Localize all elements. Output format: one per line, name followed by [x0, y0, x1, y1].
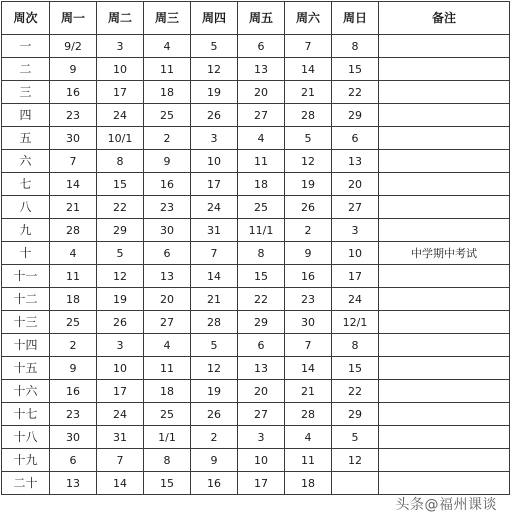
date-cell: 18: [144, 81, 191, 104]
note-cell: [379, 449, 510, 472]
date-cell: 28: [285, 104, 332, 127]
date-cell: 29: [238, 311, 285, 334]
date-cell: 4: [144, 35, 191, 58]
date-cell: 5: [332, 426, 379, 449]
week-number-cell: 二: [2, 58, 50, 81]
date-cell: 21: [285, 380, 332, 403]
date-cell: 17: [97, 380, 144, 403]
date-cell: 9: [50, 357, 97, 380]
date-cell: 7: [191, 242, 238, 265]
date-cell: 24: [97, 403, 144, 426]
date-cell: 16: [285, 265, 332, 288]
table-row: [2, 104, 510, 127]
date-cell: 9: [144, 150, 191, 173]
date-cell: 2: [285, 219, 332, 242]
date-cell: 8: [144, 449, 191, 472]
table-row: [2, 449, 510, 472]
note-cell: [379, 104, 510, 127]
date-cell: [332, 472, 379, 495]
date-cell: 11: [285, 449, 332, 472]
date-cell: 21: [285, 81, 332, 104]
date-cell: 10: [97, 58, 144, 81]
note-cell: [379, 311, 510, 334]
date-cell: 6: [144, 242, 191, 265]
date-cell: 27: [144, 311, 191, 334]
date-cell: 12: [191, 357, 238, 380]
date-cell: 31: [191, 219, 238, 242]
date-cell: 16: [50, 81, 97, 104]
date-cell: 7: [285, 334, 332, 357]
date-cell: 15: [238, 265, 285, 288]
week-number-cell: 十五: [2, 357, 50, 380]
week-number-cell: 十: [2, 242, 50, 265]
note-cell: [379, 150, 510, 173]
table-row: [2, 334, 510, 357]
date-cell: 31: [97, 426, 144, 449]
date-cell: 25: [144, 403, 191, 426]
date-cell: 27: [238, 104, 285, 127]
date-cell: 29: [97, 219, 144, 242]
week-number-cell: 二十: [2, 472, 50, 495]
table-row: [2, 403, 510, 426]
column-header: 周四: [191, 2, 238, 35]
week-number-cell: 一: [2, 35, 50, 58]
date-cell: 21: [191, 288, 238, 311]
table-row: [2, 173, 510, 196]
table-row: [2, 35, 510, 58]
date-cell: 20: [238, 380, 285, 403]
date-cell: 14: [285, 357, 332, 380]
date-cell: 6: [238, 334, 285, 357]
week-number-cell: 四: [2, 104, 50, 127]
date-cell: 12: [97, 265, 144, 288]
table-row: [2, 242, 510, 265]
week-number-cell: 十四: [2, 334, 50, 357]
date-cell: 26: [285, 196, 332, 219]
date-cell: 25: [238, 196, 285, 219]
date-cell: 9: [285, 242, 332, 265]
date-cell: 2: [144, 127, 191, 150]
date-cell: 27: [238, 403, 285, 426]
date-cell: 19: [285, 173, 332, 196]
date-cell: 10: [332, 242, 379, 265]
date-cell: 24: [191, 196, 238, 219]
column-header: 周五: [238, 2, 285, 35]
date-cell: 6: [50, 449, 97, 472]
date-cell: 16: [144, 173, 191, 196]
date-cell: 11: [50, 265, 97, 288]
date-cell: 8: [332, 35, 379, 58]
table-row: [2, 81, 510, 104]
note-cell: [379, 357, 510, 380]
date-cell: 21: [50, 196, 97, 219]
date-cell: 12: [285, 150, 332, 173]
date-cell: 8: [332, 334, 379, 357]
date-cell: 27: [332, 196, 379, 219]
table-row: [2, 196, 510, 219]
note-cell: [379, 196, 510, 219]
note-cell: [379, 288, 510, 311]
date-cell: 30: [50, 426, 97, 449]
date-cell: 30: [144, 219, 191, 242]
date-cell: 8: [238, 242, 285, 265]
date-cell: 19: [97, 288, 144, 311]
note-cell: [379, 35, 510, 58]
date-cell: 19: [191, 81, 238, 104]
date-cell: 26: [97, 311, 144, 334]
date-cell: 18: [50, 288, 97, 311]
date-cell: 24: [332, 288, 379, 311]
date-cell: 20: [238, 81, 285, 104]
note-cell: 中学期中考试: [379, 242, 510, 265]
date-cell: 6: [238, 35, 285, 58]
week-number-cell: 六: [2, 150, 50, 173]
date-cell: 25: [144, 104, 191, 127]
date-cell: 5: [285, 127, 332, 150]
date-cell: 12/1: [332, 311, 379, 334]
date-cell: 29: [332, 403, 379, 426]
week-number-cell: 三: [2, 81, 50, 104]
date-cell: 15: [97, 173, 144, 196]
table-row: [2, 127, 510, 150]
date-cell: 14: [285, 58, 332, 81]
week-number-cell: 七: [2, 173, 50, 196]
date-cell: 24: [97, 104, 144, 127]
date-cell: 3: [97, 35, 144, 58]
date-cell: 5: [97, 242, 144, 265]
date-cell: 8: [97, 150, 144, 173]
date-cell: 5: [191, 35, 238, 58]
note-cell: [379, 219, 510, 242]
date-cell: 9: [50, 58, 97, 81]
table-header: [2, 2, 510, 35]
date-cell: 7: [50, 150, 97, 173]
date-cell: 3: [332, 219, 379, 242]
table-row: [2, 472, 510, 495]
table-row: [2, 380, 510, 403]
date-cell: 17: [97, 81, 144, 104]
date-cell: 17: [332, 265, 379, 288]
table-row: [2, 311, 510, 334]
date-cell: 29: [332, 104, 379, 127]
date-cell: 18: [285, 472, 332, 495]
date-cell: 26: [191, 403, 238, 426]
date-cell: 10: [97, 357, 144, 380]
date-cell: 4: [144, 334, 191, 357]
note-cell: [379, 173, 510, 196]
date-cell: 23: [285, 288, 332, 311]
date-cell: 9: [191, 449, 238, 472]
date-cell: 13: [332, 150, 379, 173]
table-row: [2, 265, 510, 288]
week-number-cell: 十七: [2, 403, 50, 426]
date-cell: 7: [285, 35, 332, 58]
date-cell: 23: [50, 104, 97, 127]
column-header: 备注: [379, 2, 510, 35]
header-row: [2, 2, 510, 35]
week-number-cell: 五: [2, 127, 50, 150]
table-row: [2, 426, 510, 449]
table-row: [2, 58, 510, 81]
note-cell: [379, 403, 510, 426]
date-cell: 12: [332, 449, 379, 472]
week-number-cell: 十六: [2, 380, 50, 403]
date-cell: 10/1: [97, 127, 144, 150]
date-cell: 6: [332, 127, 379, 150]
note-cell: [379, 58, 510, 81]
date-cell: 13: [238, 357, 285, 380]
school-week-calendar-table: [1, 1, 510, 495]
date-cell: 16: [50, 380, 97, 403]
column-header: 周三: [144, 2, 191, 35]
date-cell: 14: [191, 265, 238, 288]
date-cell: 4: [50, 242, 97, 265]
date-cell: 22: [97, 196, 144, 219]
date-cell: 26: [191, 104, 238, 127]
table-row: [2, 357, 510, 380]
date-cell: 13: [144, 265, 191, 288]
note-cell: [379, 127, 510, 150]
date-cell: 3: [238, 426, 285, 449]
date-cell: 11/1: [238, 219, 285, 242]
date-cell: 13: [50, 472, 97, 495]
note-cell: [379, 380, 510, 403]
date-cell: 18: [238, 173, 285, 196]
date-cell: 10: [238, 449, 285, 472]
date-cell: 11: [144, 58, 191, 81]
date-cell: 22: [332, 81, 379, 104]
date-cell: 30: [50, 127, 97, 150]
date-cell: 11: [144, 357, 191, 380]
week-number-cell: 十八: [2, 426, 50, 449]
date-cell: 20: [332, 173, 379, 196]
date-cell: 14: [97, 472, 144, 495]
note-cell: [379, 265, 510, 288]
date-cell: 4: [238, 127, 285, 150]
week-number-cell: 十九: [2, 449, 50, 472]
date-cell: 14: [50, 173, 97, 196]
table-row: [2, 219, 510, 242]
date-cell: 4: [285, 426, 332, 449]
table-body: [2, 35, 510, 495]
date-cell: 15: [144, 472, 191, 495]
note-cell: [379, 81, 510, 104]
note-cell: [379, 334, 510, 357]
table-row: [2, 150, 510, 173]
calendar-container: [1, 1, 510, 495]
column-header: 周日: [332, 2, 379, 35]
note-cell: [379, 472, 510, 495]
week-number-cell: 十一: [2, 265, 50, 288]
date-cell: 15: [332, 58, 379, 81]
date-cell: 15: [332, 357, 379, 380]
week-number-cell: 十三: [2, 311, 50, 334]
date-cell: 3: [191, 127, 238, 150]
column-header: 周次: [2, 2, 50, 35]
column-header: 周二: [97, 2, 144, 35]
date-cell: 7: [97, 449, 144, 472]
table-row: [2, 288, 510, 311]
note-cell: [379, 426, 510, 449]
date-cell: 5: [191, 334, 238, 357]
week-number-cell: 八: [2, 196, 50, 219]
date-cell: 28: [285, 403, 332, 426]
date-cell: 22: [332, 380, 379, 403]
date-cell: 11: [238, 150, 285, 173]
date-cell: 1/1: [144, 426, 191, 449]
date-cell: 9/2: [50, 35, 97, 58]
date-cell: 16: [191, 472, 238, 495]
date-cell: 3: [97, 334, 144, 357]
date-cell: 30: [285, 311, 332, 334]
date-cell: 2: [50, 334, 97, 357]
watermark-text: 头条@福州课谈: [395, 497, 497, 513]
week-number-cell: 十二: [2, 288, 50, 311]
date-cell: 17: [191, 173, 238, 196]
date-cell: 19: [191, 380, 238, 403]
date-cell: 20: [144, 288, 191, 311]
date-cell: 2: [191, 426, 238, 449]
date-cell: 17: [238, 472, 285, 495]
column-header: 周一: [50, 2, 97, 35]
date-cell: 22: [238, 288, 285, 311]
date-cell: 18: [144, 380, 191, 403]
date-cell: 10: [191, 150, 238, 173]
date-cell: 28: [191, 311, 238, 334]
date-cell: 23: [144, 196, 191, 219]
date-cell: 12: [191, 58, 238, 81]
week-number-cell: 九: [2, 219, 50, 242]
date-cell: 28: [50, 219, 97, 242]
column-header: 周六: [285, 2, 332, 35]
date-cell: 13: [238, 58, 285, 81]
date-cell: 23: [50, 403, 97, 426]
date-cell: 25: [50, 311, 97, 334]
